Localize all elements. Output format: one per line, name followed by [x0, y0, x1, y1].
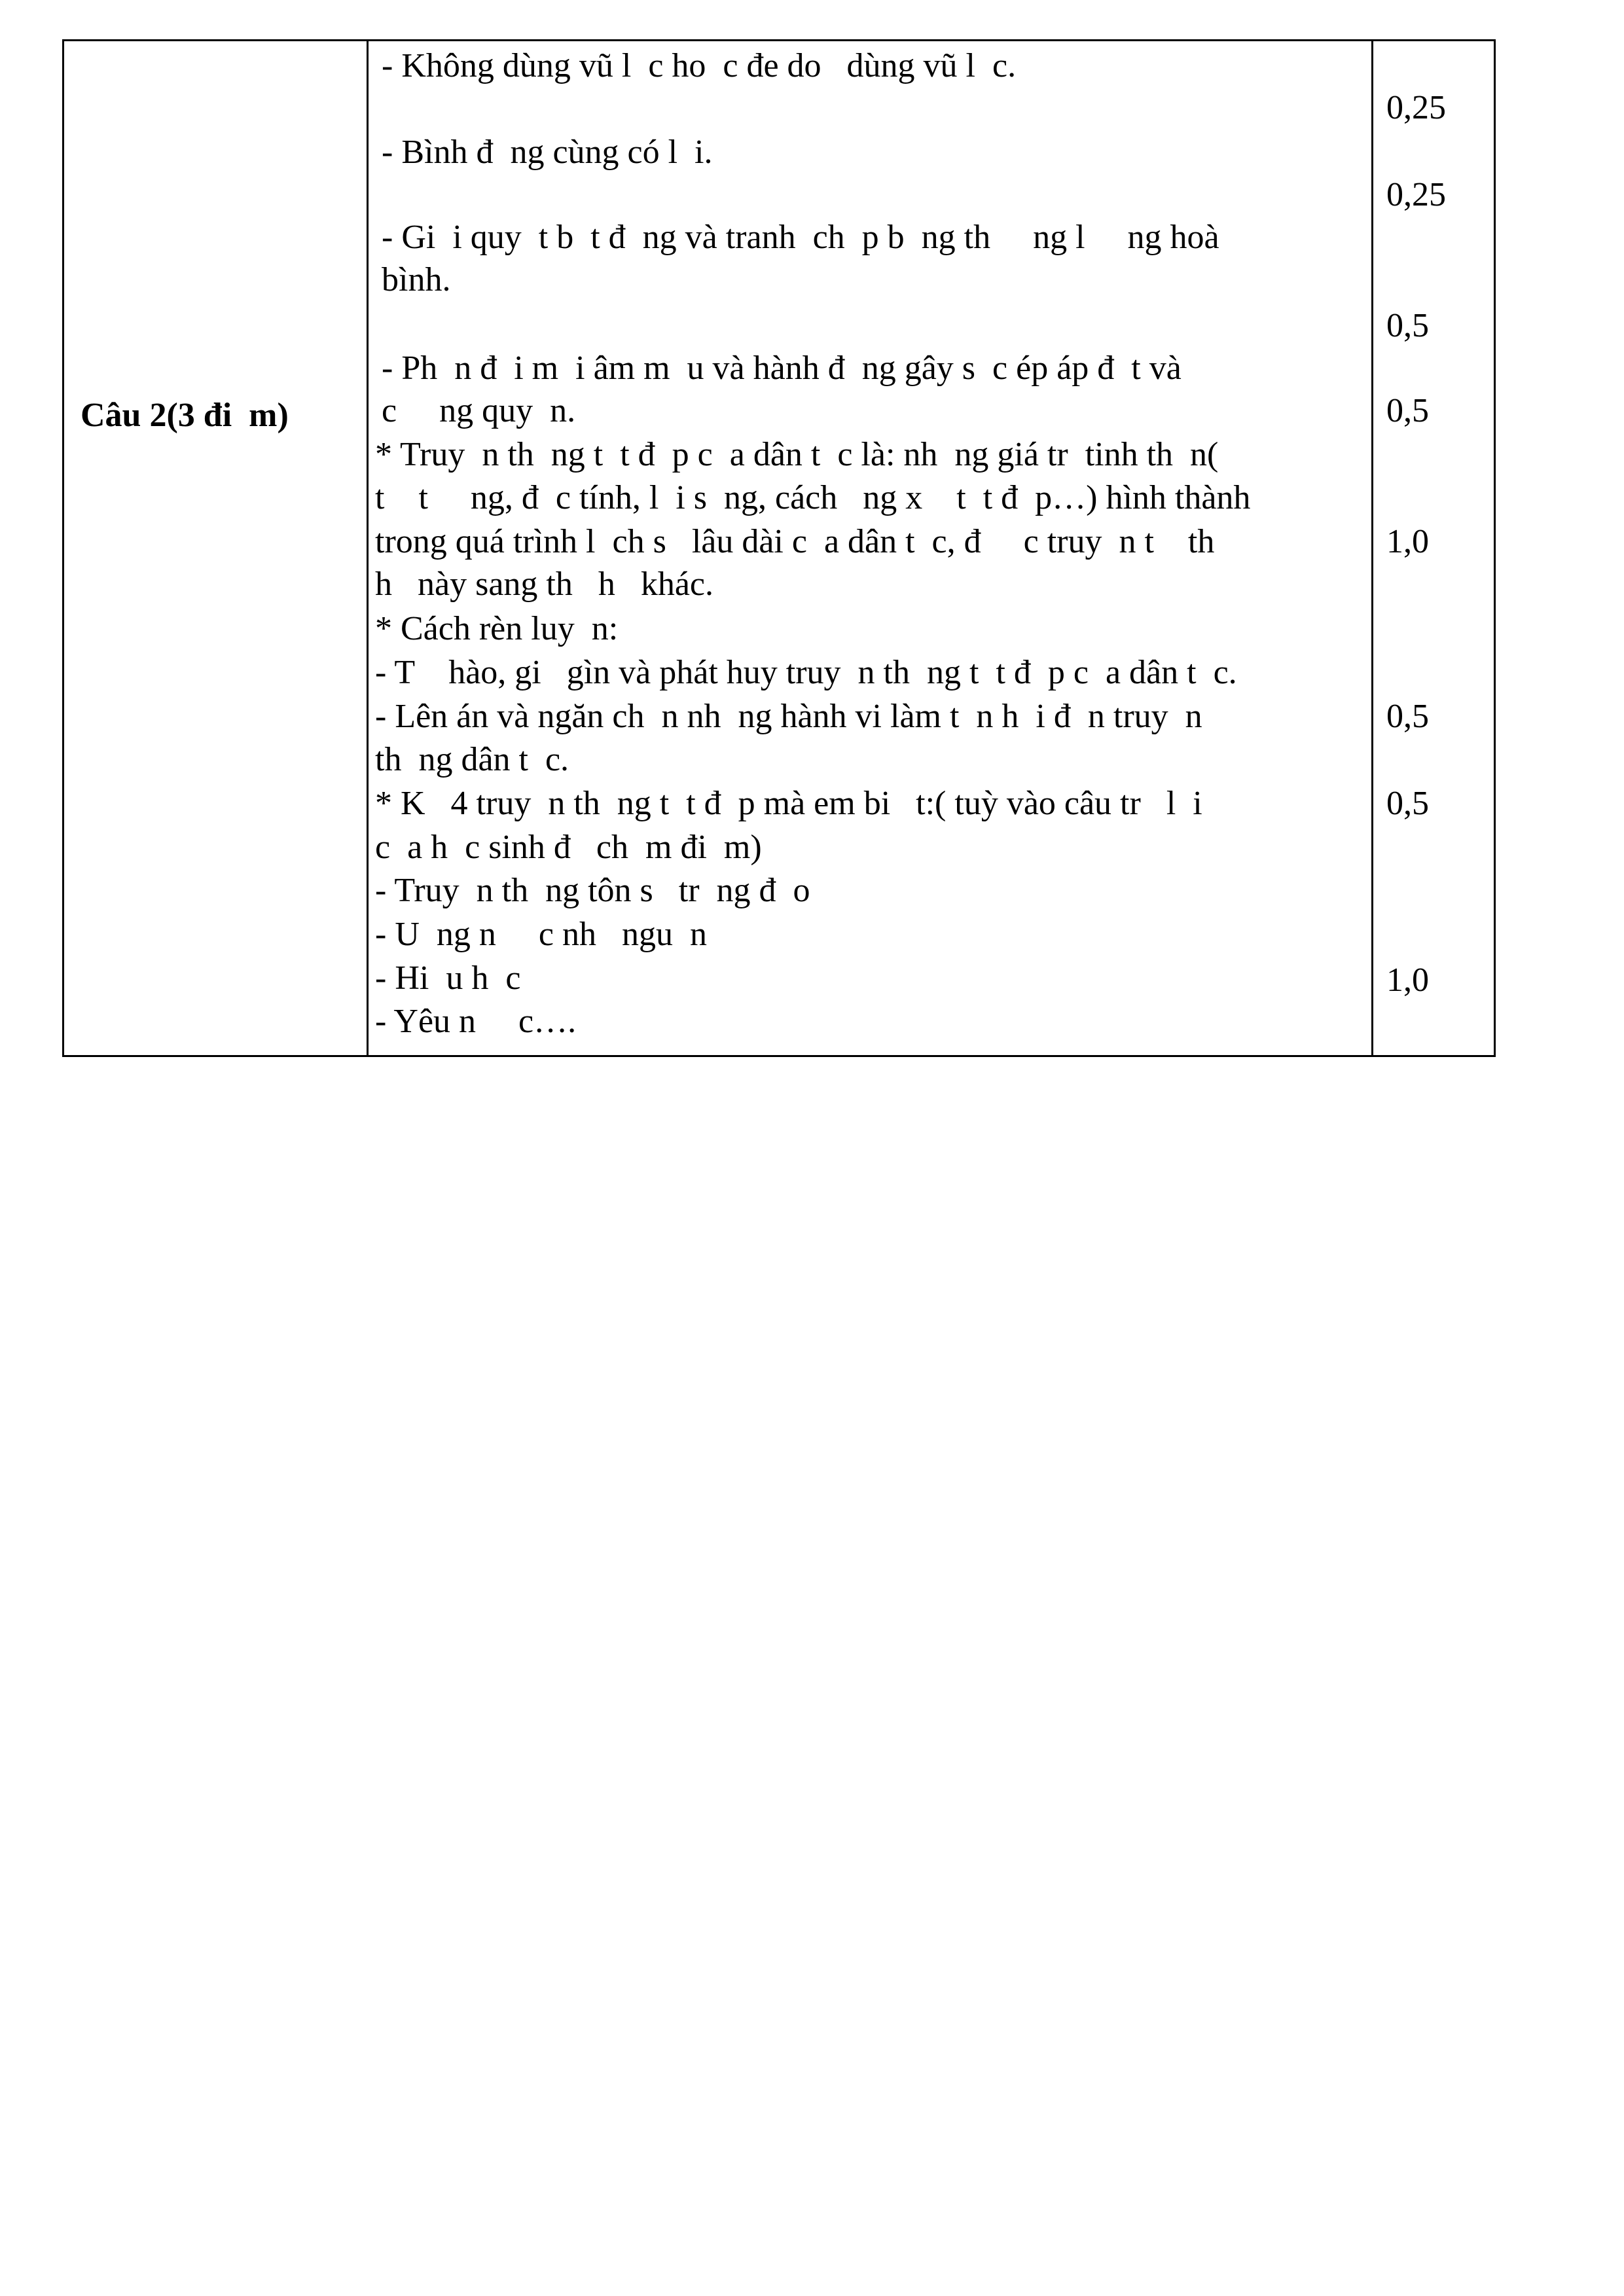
content-line: - Gi i quy t b t đ ng và tranh ch p b ng th ng l ng hoà: [382, 219, 1219, 256]
content-line: c a h c sinh đ ch m đi m): [375, 829, 762, 866]
content-line: * Cách rèn luy n:: [375, 610, 619, 647]
content-line: - T hào, gi gìn và phát huy truy n th ng t t đ p c a dân t c.: [375, 654, 1237, 691]
score-cell: [1373, 41, 1496, 1055]
score-value: 0,5: [1386, 307, 1429, 344]
question-cell: [64, 41, 369, 1055]
content-line: bình.: [382, 261, 451, 298]
content-line: - Ph n đ i m i âm m u và hành đ ng gây s c ép áp đ t và: [382, 350, 1182, 387]
content-line: - Yêu n c….: [375, 1003, 577, 1040]
content-line: trong quá trình l ch s lâu dài c a dân t c, đ c truy n t th: [375, 523, 1215, 560]
score-value: 0,25: [1386, 89, 1446, 126]
content-line: - Hi u h c: [375, 960, 521, 997]
score-value: 0,5: [1386, 392, 1429, 429]
content-line: - Bình đ ng cùng có l i.: [382, 134, 713, 171]
content-line: - Truy n th ng tôn s tr ng đ o: [375, 872, 810, 909]
answer-table: [62, 39, 1496, 1057]
content-line: h này sang th h khác.: [375, 565, 714, 603]
content-line: th ng dân t c.: [375, 741, 569, 778]
content-line: t t ng, đ c tính, l i s ng, cách ng x t t đ p…) hình thành: [375, 479, 1251, 516]
content-line: c ng quy n.: [382, 392, 576, 429]
score-value: 0,25: [1386, 176, 1446, 213]
score-value: 0,5: [1386, 698, 1429, 735]
score-value: 1,0: [1386, 961, 1429, 999]
content-line: - Không dùng vũ l c ho c đe do dùng vũ l c.: [382, 47, 1017, 84]
content-cell: [369, 41, 1373, 1055]
question-label: Câu 2(3 đi m): [81, 397, 289, 434]
score-value: 1,0: [1386, 523, 1429, 560]
content-line: * Truy n th ng t t đ p c a dân t c là: nh ng giá tr tinh th n(: [375, 436, 1219, 473]
content-line: - Lên án và ngăn ch n nh ng hành vi làm t n h i đ n truy n: [375, 698, 1202, 735]
content-line: * K 4 truy n th ng t t đ p mà em bi t:( tuỳ vào câu tr l i: [375, 785, 1202, 822]
score-value: 0,5: [1386, 785, 1429, 822]
content-line: - U ng n c nh ngu n: [375, 916, 707, 953]
